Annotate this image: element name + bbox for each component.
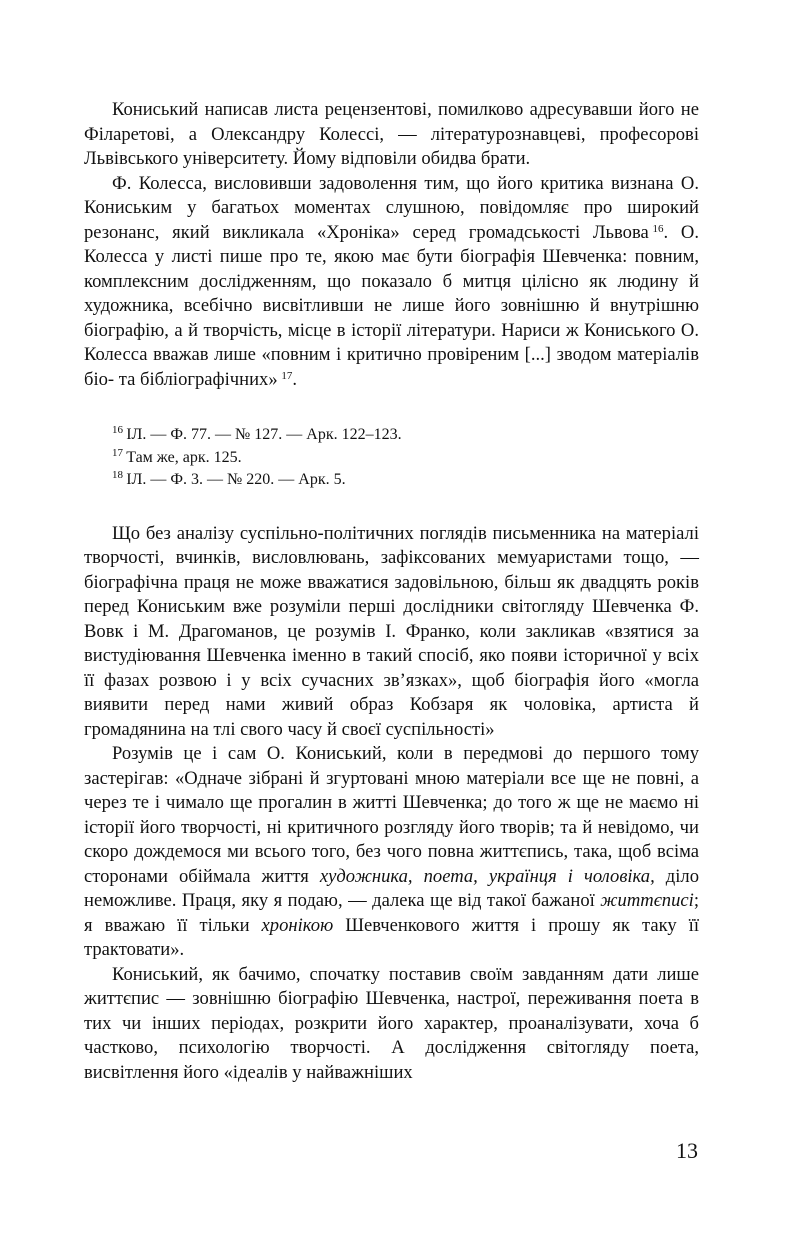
footnote-number: 18	[112, 469, 123, 481]
footnote-ref-16: 16	[652, 222, 664, 235]
paragraph-4-text-c: ; я вважаю її тільки	[84, 890, 699, 936]
paragraph-4-emphasis-1: художника, поета, українця і чоловіка,	[319, 865, 655, 887]
footnote-17	[84, 447, 699, 470]
paragraph-2-text-c: .	[292, 368, 298, 390]
footnote-18	[84, 469, 699, 492]
footnote-text: ІЛ. — Ф. 3. — № 220. — Арк. 5.	[126, 471, 346, 488]
paragraph-1: Кониський написав листа рецензентові, помилково адресувавши його не Філаретові, а Олександру Колессі, — літературознавцеві, професорові Львівського університету. Йому відповіли обидва брати.	[84, 99, 699, 169]
footnote-16	[84, 424, 699, 447]
footnote-number: 16	[112, 424, 123, 436]
footnote-number: 17	[112, 446, 123, 459]
paragraph-4-text-d: Шевченкового життя і прошу як таку її трактовати».	[84, 914, 699, 960]
paragraph-2	[84, 172, 699, 393]
footnote-text: ІЛ. — Ф. 77. — № 127. — Арк. 122–123.	[126, 426, 402, 443]
paragraph-4	[84, 742, 699, 963]
footnote-ref-17: 17	[281, 369, 293, 382]
paragraph-4-text-b: діло неможливе. Праця, яку я подаю, — далека ще від такої бажаної	[84, 865, 699, 911]
footnote-text: Там же, арк. 125.	[126, 448, 242, 466]
paragraph-2-text-b: . О. Колесса у листі пише про те, якою має бути біографія Шевченка: повним, комплексним дослідженням, що показало б митця цілісно як людину й художника, всебічно висвітливши не лише його зовнішню й внутрішню біографію, а й творчість, місце в історії літератури. Нариси ж Кониського О. Колесса вважав лише «повним і критично провіреним [...] зводом матеріалів біо- та бібліографічних»	[84, 221, 700, 390]
paragraph-2-text-a: Ф. Колесса, висловивши задоволення тим, що його критика визнана О. Кониським у багатьох моментах слушною, повідомляє про широкий резонанс, який викликала «Хроніка» серед громадськості Львова	[84, 172, 699, 243]
paragraph-4-emphasis-2: життєписі	[600, 890, 694, 911]
paragraph-5: Кониський, як бачимо, спочатку поставив своїм завданням дати лише життєпис — зовнішню біографію Шевченка, настрої, переживання поета в тих чи інших періодах, розкрити його характер, проаналізувати, хоча б частково, психологію творчості. А дослідження світогляду поета, висвітлення його «ідеалів у найважніших	[84, 963, 699, 1083]
paragraph-4-emphasis-3: хронікою	[261, 914, 334, 936]
footnotes	[84, 424, 699, 492]
paragraph-4-text-a: Розумів це і сам О. Кониський, коли в передмові до першого тому застерігав: «Одначе зібрані й згуртовані мною матеріали все ще не повні, а через те і чимало ще прогалин в житті Шевченка; до того ж ще не маємо ні історії його творчості, ні критичного розгляду його творів; та й невідомо, чи скоро дождемося ми всього того, без чого повна життєпись, така, щоб всіма сторонами обіймала життя	[84, 743, 699, 887]
page-body	[84, 98, 699, 1085]
paragraph-3: Що без аналізу суспільно-політичних поглядів письменника на матеріалі творчості, вчинків, висловлювань, зафіксованих мемуаристами тощо, — біографічна праця не може вважатися задовільною, більш як двадцять років перед Кониським вже розуміли перші дослідники світогляду Шевченка Ф. Вовк і М. Драгоманов, це розумів І. Франко, коли закликав «взятися за вистудіювання Шевченка іменно в такий спосіб, яко появи історичної у всіх її фазах розвою і у всіх сучасних зв’язках», щоб біографія його «могла виявити перед нами живий образ Кобзаря як чоловіка, артиста й громадянина на тлі свого часу й своєї суспільності»	[84, 522, 699, 740]
page-number: 13	[676, 1138, 698, 1163]
